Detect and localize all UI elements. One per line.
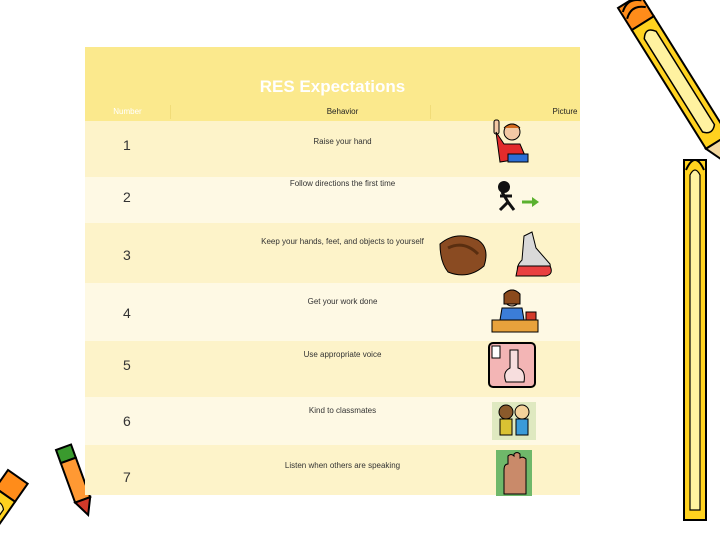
row-number: 5	[123, 357, 131, 373]
row-number: 3	[123, 247, 131, 263]
listening-hand-icon	[496, 450, 532, 496]
hands-and-feet-icon	[438, 226, 562, 282]
row-behavior: Use appropriate voice	[303, 350, 382, 359]
row-behavior: Follow directions the first time	[289, 179, 396, 188]
row-number: 4	[123, 305, 131, 321]
row-number: 7	[123, 469, 131, 485]
header-picture: Picture	[552, 107, 578, 116]
raised-hand-child-icon	[488, 118, 532, 166]
header-divider	[430, 105, 431, 119]
row-number: 2	[123, 189, 131, 205]
friends-icon	[492, 402, 536, 440]
header-behavior: Behavior	[326, 107, 359, 116]
row-behavior: Listen when others are speaking	[284, 461, 401, 470]
header-number: Number	[113, 107, 142, 116]
row-behavior: Kind to classmates	[308, 406, 377, 415]
title-banner	[85, 47, 580, 103]
quiet-finger-icon	[488, 342, 536, 388]
row-number: 6	[123, 413, 131, 429]
row-number: 1	[123, 137, 131, 153]
row-behavior: Raise your hand	[313, 137, 372, 146]
student-at-desk-icon	[490, 286, 542, 336]
pencil-decoration-right-icon	[600, 0, 720, 540]
row-behavior: Get your work done	[307, 297, 378, 306]
walking-figure-arrow-icon	[492, 180, 540, 212]
row-behavior: Keep your hands, feet, and objects to yourself	[261, 237, 424, 246]
page-title: RES Expectations	[259, 77, 406, 96]
